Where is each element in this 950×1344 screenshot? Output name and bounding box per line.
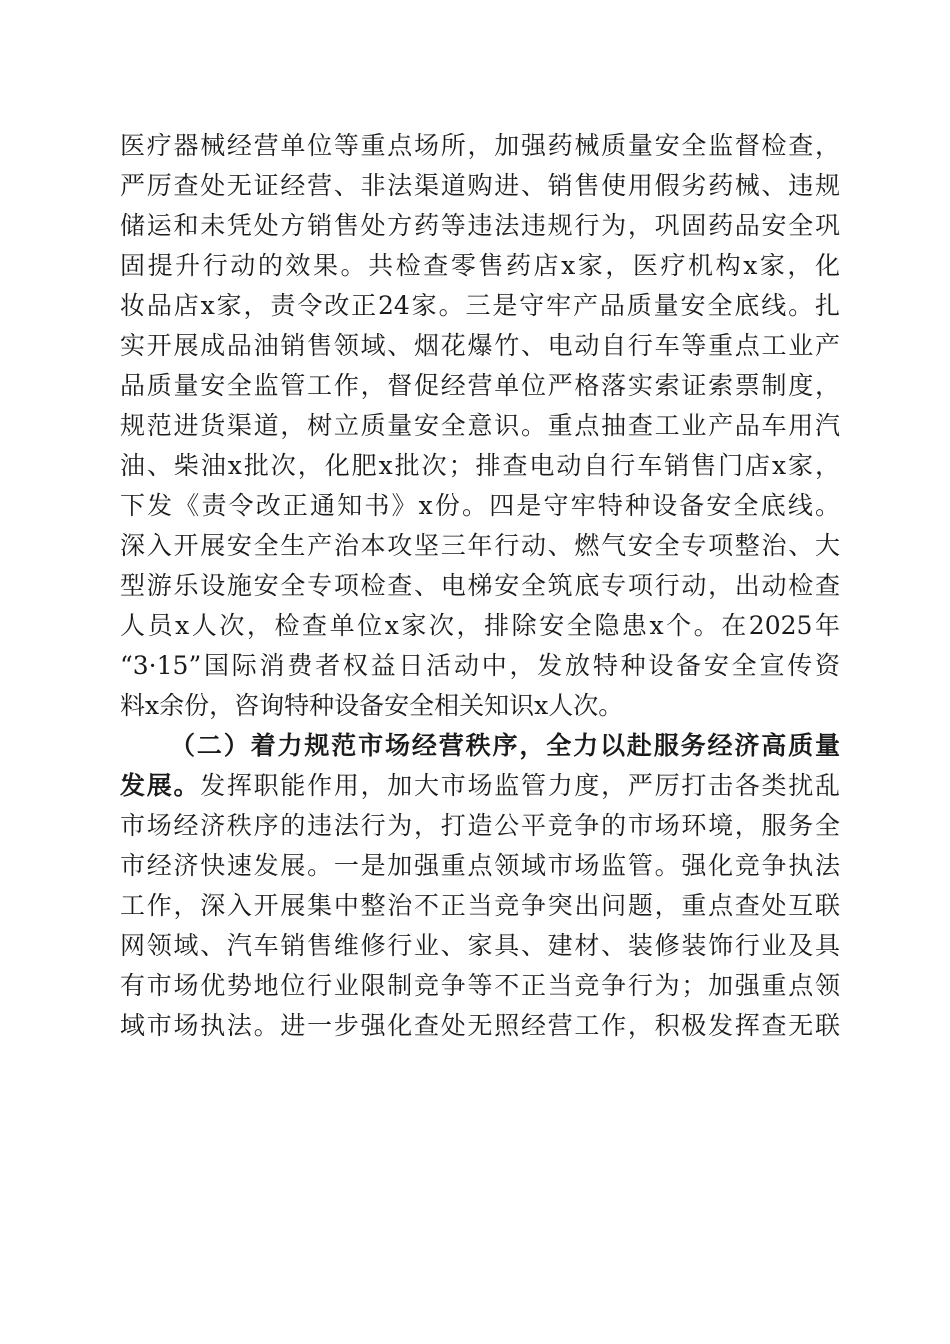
text-line: 严厉查处无证经营、非法渠道购进、销售使用假劣药械、违规 [120,171,840,200]
text-line: 有市场优势地位行业限制竞争等不正当竞争行为；加强重点领 [120,971,840,1000]
section-heading: （二）着力规范市场经营秩序，全力以赴服务经济高质量 [170,731,840,760]
text-line: 人员x人次，检查单位x家次，排除安全隐患x个。在2025年 [120,611,840,640]
text-line: 深入开展安全生产治本攻坚三年行动、燃气安全专项整治、大 [120,531,840,560]
text-line: 医疗器械经营单位等重点场所，加强药械质量安全监督检查， [120,131,840,160]
document-body [120,126,840,1046]
section-heading-continuation: 发展。 [120,771,201,800]
text-line: 实开展成品油销售领域、烟花爆竹、电动自行车等重点工业产 [120,331,840,360]
text-line [120,766,840,806]
text-line: 工作，深入开展集中整治不正当竞争突出问题，重点查处互联 [120,891,840,920]
text-line: 料x余份，咨询特种设备安全相关知识x人次。 [120,691,624,720]
text-line: 下发《责令改正通知书》x份。四是守牢特种设备安全底线。 [120,491,840,520]
text-line: 油、柴油x批次，化肥x批次；排查电动自行车销售门店x家， [120,451,840,480]
text-line: 域市场执法。进一步强化查处无照经营工作，积极发挥查无联 [120,1011,840,1040]
text-line-rest: 发挥职能作用，加大市场监管力度，严厉打击各类扰乱 [200,771,840,800]
text-line: 市经济快速发展。一是加强重点领域市场监管。强化竞争执法 [120,851,840,880]
text-line: 市场经济秩序的违法行为，打造公平竞争的市场环境，服务全 [120,811,840,840]
text-line: 规范进货渠道，树立质量安全意识。重点抽查工业产品车用汽 [120,411,840,440]
text-line: 固提升行动的效果。共检查零售药店x家，医疗机构x家，化 [120,251,840,280]
text-line: “3·15”国际消费者权益日活动中，发放特种设备安全宣传资 [120,651,840,680]
text-line: 品质量安全监管工作，督促经营单位严格落实索证索票制度， [120,371,840,400]
text-line: 妆品店x家，责令改正24家。三是守牢产品质量安全底线。扎 [120,291,840,320]
text-line: 储运和未凭处方销售处方药等违法违规行为，巩固药品安全巩 [120,211,840,240]
text-line: 型游乐设施安全专项检查、电梯安全筑底专项行动，出动检查 [120,571,840,600]
text-line: 网领域、汽车销售维修行业、家具、建材、装修装饰行业及具 [120,931,840,960]
